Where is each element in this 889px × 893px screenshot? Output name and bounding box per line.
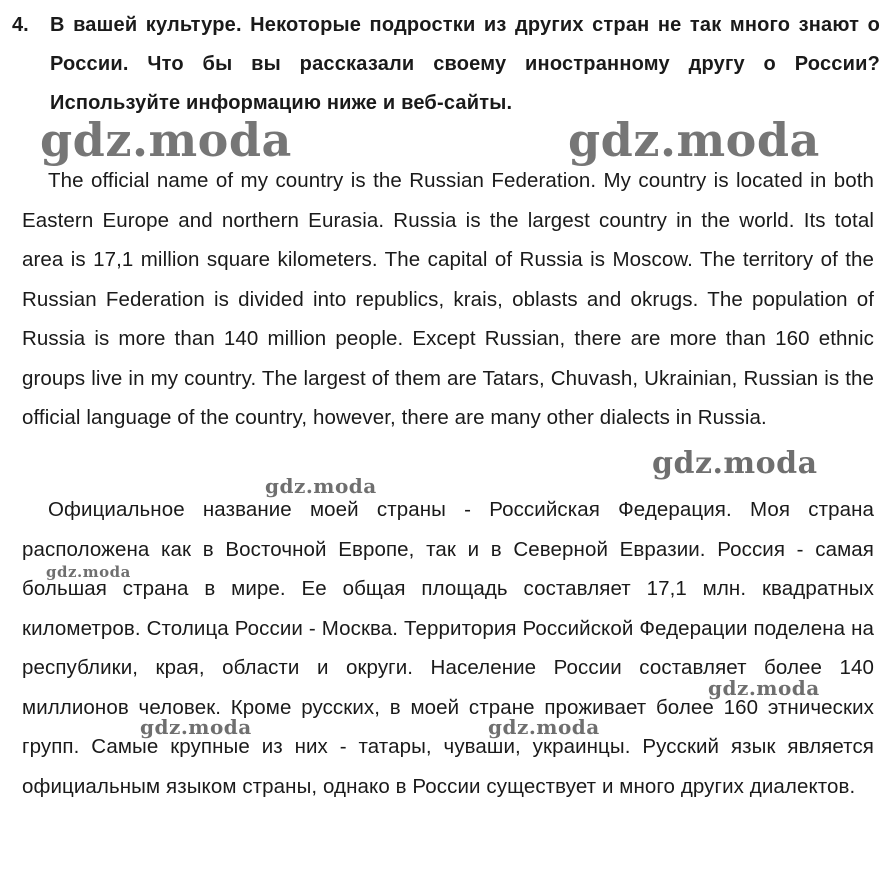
exercise-block [12, 6, 880, 123]
watermark: gdz.moda [140, 715, 252, 739]
watermark: gdz.moda [46, 563, 131, 581]
exercise-number: 4. [12, 14, 29, 36]
watermark: gdz.moda [708, 676, 820, 700]
watermark: gdz.moda [40, 113, 292, 167]
watermark: gdz.moda [488, 715, 600, 739]
watermark: gdz.moda [652, 446, 818, 481]
watermark: gdz.moda [568, 113, 820, 167]
russian-paragraph: Официальное название моей страны - Российская Федерация. Моя страна расположена как в Восточной Европе, так и в Северной Евразии. Россия - самая большая страна в мире. Ее общая площадь составляет 17,1 млн. квадратных километров. Столица России - Москва. Территория Российской Федерации поделена на республики, края, области и округи. Население России составляет более 140 миллионов человек. Кроме русских, в моей стране проживает более 160 этнических групп. Самые крупные из них - татары, чуваши, украинцы. Русский язык является официальным языком страны, однако в России существует и много других диалектов. [22, 498, 874, 798]
exercise-instruction: В вашей культуре. Некоторые подростки из других стран не так много знают о России. Что бы вы рассказали своему иностранному другу о России? Используйте информацию ниже и веб-сайты. [50, 14, 880, 114]
watermark: gdz.moda [265, 474, 377, 498]
english-paragraph: The official name of my country is the Russian Federation. My country is located in both Eastern Europe and northern Eurasia. Russia is the largest country in the world. Its total area is 17,1 million square kilometers. The capital of Russia is Moscow. The territory of the Russian Federation is divided into republics, krais, oblasts and okrugs. The population of Russia is more than 140 million people. Except Russian, there are more than 160 ethnic groups live in my country. The largest of them are Tatars, Chuvash, Ukrainian, Russian is the official language of the country, however, there are many other dialects in Russia. [22, 169, 874, 429]
